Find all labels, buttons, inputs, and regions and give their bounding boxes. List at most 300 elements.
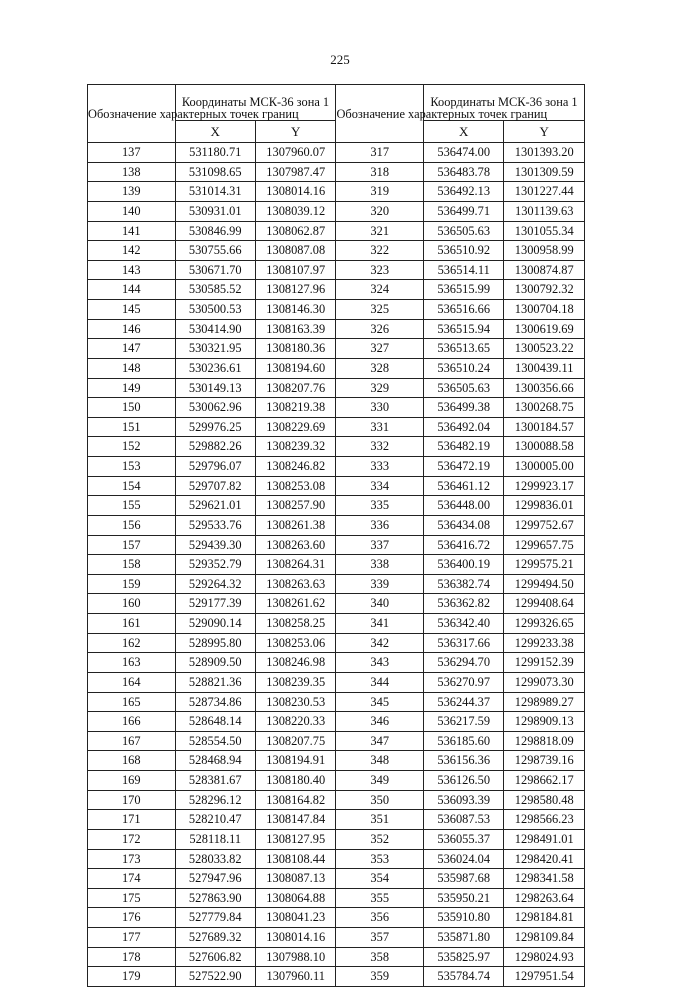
table-row [88,849,585,869]
x-left-cell: 527522.90 [175,967,255,987]
point-id-right-cell: 359 [336,967,424,987]
point-id-left-cell: 144 [88,280,176,300]
point-id-left-cell: 154 [88,476,176,496]
x-right-cell: 536510.24 [423,358,503,378]
x-right-cell: 536513.65 [423,339,503,359]
point-id-left-cell: 160 [88,594,176,614]
table-row [88,888,585,908]
x-left-cell: 527606.82 [175,947,255,967]
y-left-cell: 1308194.60 [255,358,335,378]
table-body [88,143,585,987]
y-left-cell: 1308207.75 [255,731,335,751]
x-left-cell: 530321.95 [175,339,255,359]
y-right-cell: 1301393.20 [504,143,585,163]
table-row [88,810,585,830]
y-header-right: Y [504,120,585,142]
y-left-cell: 1308087.08 [255,241,335,261]
table-row [88,653,585,673]
point-id-left-cell: 178 [88,947,176,967]
y-right-cell: 1300088.58 [504,437,585,457]
point-id-left-cell: 143 [88,260,176,280]
point-id-left-cell: 176 [88,908,176,928]
y-left-cell: 1308147.84 [255,810,335,830]
y-right-cell: 1299836.01 [504,496,585,516]
table-row [88,928,585,948]
x-left-cell: 527689.32 [175,928,255,948]
x-right-cell: 536434.08 [423,515,503,535]
x-header-left: X [175,120,255,142]
x-right-cell: 536382.74 [423,574,503,594]
x-left-cell: 530585.52 [175,280,255,300]
x-right-cell: 536244.37 [423,692,503,712]
point-id-left-cell: 149 [88,378,176,398]
point-id-right-cell: 354 [336,869,424,889]
point-id-right-cell: 349 [336,771,424,791]
x-left-cell: 529352.79 [175,555,255,575]
x-right-cell: 536087.53 [423,810,503,830]
point-id-right-cell: 324 [336,280,424,300]
x-right-cell: 536492.04 [423,417,503,437]
y-right-cell: 1299657.75 [504,535,585,555]
table-row [88,496,585,516]
y-left-cell: 1307988.10 [255,947,335,967]
y-left-cell: 1308041.23 [255,908,335,928]
point-id-left-cell: 165 [88,692,176,712]
point-id-right-cell: 332 [336,437,424,457]
x-left-cell: 528995.80 [175,633,255,653]
point-id-right-cell: 322 [336,241,424,261]
x-right-cell: 536516.66 [423,300,503,320]
table-row [88,790,585,810]
x-right-cell: 536093.39 [423,790,503,810]
y-left-cell: 1308257.90 [255,496,335,516]
x-right-cell: 535910.80 [423,908,503,928]
x-right-cell: 536362.82 [423,594,503,614]
y-right-cell: 1298566.23 [504,810,585,830]
x-right-cell: 536400.19 [423,555,503,575]
x-left-cell: 529621.01 [175,496,255,516]
point-label-header-left: Обозначение характерных точек границ [88,85,176,143]
point-id-right-cell: 333 [336,457,424,477]
point-id-right-cell: 335 [336,496,424,516]
x-left-cell: 529882.26 [175,437,255,457]
table-row [88,300,585,320]
y-left-cell: 1308164.82 [255,790,335,810]
x-left-cell: 531098.65 [175,162,255,182]
x-right-cell: 536515.94 [423,319,503,339]
point-id-left-cell: 162 [88,633,176,653]
y-left-cell: 1308207.76 [255,378,335,398]
x-right-cell: 536055.37 [423,829,503,849]
x-left-cell: 528554.50 [175,731,255,751]
point-id-left-cell: 153 [88,457,176,477]
table-row [88,221,585,241]
table-row [88,614,585,634]
point-id-right-cell: 334 [336,476,424,496]
point-id-right-cell: 328 [336,358,424,378]
x-right-cell: 535987.68 [423,869,503,889]
x-left-cell: 530414.90 [175,319,255,339]
table-row [88,201,585,221]
point-id-left-cell: 142 [88,241,176,261]
x-left-cell: 528118.11 [175,829,255,849]
point-id-left-cell: 147 [88,339,176,359]
x-right-cell: 536483.78 [423,162,503,182]
point-id-right-cell: 329 [336,378,424,398]
point-id-left-cell: 150 [88,398,176,418]
point-id-right-cell: 353 [336,849,424,869]
point-id-left-cell: 141 [88,221,176,241]
point-id-right-cell: 326 [336,319,424,339]
table-row [88,908,585,928]
table-row [88,771,585,791]
x-right-cell: 535784.74 [423,967,503,987]
point-id-left-cell: 155 [88,496,176,516]
point-id-left-cell: 159 [88,574,176,594]
table-row [88,751,585,771]
point-id-left-cell: 177 [88,928,176,948]
point-id-left-cell: 174 [88,869,176,889]
x-left-cell: 528734.86 [175,692,255,712]
table-row [88,457,585,477]
x-left-cell: 530755.66 [175,241,255,261]
y-right-cell: 1301055.34 [504,221,585,241]
y-left-cell: 1308180.36 [255,339,335,359]
point-id-right-cell: 347 [336,731,424,751]
table-row [88,417,585,437]
y-left-cell: 1308246.98 [255,653,335,673]
y-left-cell: 1308062.87 [255,221,335,241]
x-left-cell: 528381.67 [175,771,255,791]
x-right-cell: 536505.63 [423,378,503,398]
point-id-right-cell: 355 [336,888,424,908]
point-id-right-cell: 320 [336,201,424,221]
x-right-cell: 536126.50 [423,771,503,791]
table-row [88,398,585,418]
y-left-cell: 1308261.38 [255,515,335,535]
table-row [88,633,585,653]
y-left-cell: 1308107.97 [255,260,335,280]
x-right-cell: 536461.12 [423,476,503,496]
x-left-cell: 529707.82 [175,476,255,496]
point-id-left-cell: 156 [88,515,176,535]
table-row [88,515,585,535]
x-right-cell: 536185.60 [423,731,503,751]
table-row [88,339,585,359]
point-id-right-cell: 331 [336,417,424,437]
point-id-left-cell: 158 [88,555,176,575]
table-row [88,535,585,555]
point-id-right-cell: 344 [336,672,424,692]
y-right-cell: 1299752.67 [504,515,585,535]
point-id-right-cell: 339 [336,574,424,594]
point-id-right-cell: 340 [336,594,424,614]
table-row [88,692,585,712]
y-right-cell: 1298909.13 [504,712,585,732]
x-left-cell: 528033.82 [175,849,255,869]
point-id-left-cell: 148 [88,358,176,378]
x-right-cell: 536510.92 [423,241,503,261]
x-left-cell: 530846.99 [175,221,255,241]
table-row [88,476,585,496]
point-id-left-cell: 164 [88,672,176,692]
x-right-cell: 536505.63 [423,221,503,241]
y-right-cell: 1299408.64 [504,594,585,614]
y-right-cell: 1298580.48 [504,790,585,810]
y-right-cell: 1298109.84 [504,928,585,948]
x-right-cell: 536514.11 [423,260,503,280]
x-left-cell: 531180.71 [175,143,255,163]
x-header-right: X [423,120,503,142]
x-left-cell: 529796.07 [175,457,255,477]
x-right-cell: 536156.36 [423,751,503,771]
table-row [88,319,585,339]
y-left-cell: 1308039.12 [255,201,335,221]
x-left-cell: 531014.31 [175,182,255,202]
y-left-cell: 1308263.60 [255,535,335,555]
point-id-left-cell: 168 [88,751,176,771]
point-id-left-cell: 179 [88,967,176,987]
point-id-right-cell: 319 [336,182,424,202]
x-right-cell: 535825.97 [423,947,503,967]
x-left-cell: 527779.84 [175,908,255,928]
x-left-cell: 529090.14 [175,614,255,634]
point-id-left-cell: 169 [88,771,176,791]
point-id-right-cell: 352 [336,829,424,849]
x-right-cell: 536270.97 [423,672,503,692]
y-left-cell: 1308220.33 [255,712,335,732]
y-right-cell: 1301227.44 [504,182,585,202]
point-id-right-cell: 342 [336,633,424,653]
x-right-cell: 536024.04 [423,849,503,869]
y-left-cell: 1307960.07 [255,143,335,163]
y-right-cell: 1298989.27 [504,692,585,712]
point-id-left-cell: 175 [88,888,176,908]
point-id-right-cell: 341 [336,614,424,634]
x-left-cell: 530149.13 [175,378,255,398]
x-right-cell: 536474.00 [423,143,503,163]
table-row [88,437,585,457]
y-right-cell: 1297951.54 [504,967,585,987]
x-left-cell: 528296.12 [175,790,255,810]
y-left-cell: 1307960.11 [255,967,335,987]
point-id-left-cell: 163 [88,653,176,673]
y-left-cell: 1308087.13 [255,869,335,889]
x-right-cell: 536317.66 [423,633,503,653]
point-id-left-cell: 139 [88,182,176,202]
y-right-cell: 1298420.41 [504,849,585,869]
y-left-cell: 1308239.32 [255,437,335,457]
x-right-cell: 536416.72 [423,535,503,555]
y-right-cell: 1299233.38 [504,633,585,653]
table-row [88,967,585,987]
table-row [88,260,585,280]
x-left-cell: 529533.76 [175,515,255,535]
x-left-cell: 530931.01 [175,201,255,221]
x-left-cell: 530500.53 [175,300,255,320]
point-id-right-cell: 348 [336,751,424,771]
y-right-cell: 1298341.58 [504,869,585,889]
y-left-cell: 1308246.82 [255,457,335,477]
x-right-cell: 535950.21 [423,888,503,908]
x-left-cell: 529264.32 [175,574,255,594]
y-right-cell: 1300874.87 [504,260,585,280]
point-id-left-cell: 170 [88,790,176,810]
y-right-cell: 1300184.57 [504,417,585,437]
y-right-cell: 1299575.21 [504,555,585,575]
table-row [88,712,585,732]
x-left-cell: 528648.14 [175,712,255,732]
y-left-cell: 1308127.95 [255,829,335,849]
table-row [88,358,585,378]
y-right-cell: 1300958.99 [504,241,585,261]
y-right-cell: 1300268.75 [504,398,585,418]
point-id-right-cell: 358 [336,947,424,967]
y-right-cell: 1298491.01 [504,829,585,849]
x-right-cell: 536342.40 [423,614,503,634]
y-left-cell: 1308014.16 [255,182,335,202]
x-right-cell: 536482.19 [423,437,503,457]
point-id-right-cell: 336 [336,515,424,535]
y-left-cell: 1308146.30 [255,300,335,320]
y-right-cell: 1298818.09 [504,731,585,751]
point-id-right-cell: 318 [336,162,424,182]
x-right-cell: 536515.99 [423,280,503,300]
y-right-cell: 1300523.22 [504,339,585,359]
table-row [88,731,585,751]
point-id-right-cell: 345 [336,692,424,712]
y-left-cell: 1308108.44 [255,849,335,869]
point-id-left-cell: 172 [88,829,176,849]
table-row [88,241,585,261]
x-left-cell: 530236.61 [175,358,255,378]
table-row [88,555,585,575]
y-right-cell: 1299073.30 [504,672,585,692]
y-left-cell: 1308264.31 [255,555,335,575]
y-right-cell: 1300792.32 [504,280,585,300]
point-id-left-cell: 173 [88,849,176,869]
x-left-cell: 528821.36 [175,672,255,692]
point-id-right-cell: 343 [336,653,424,673]
y-left-cell: 1308180.40 [255,771,335,791]
y-left-cell: 1308253.08 [255,476,335,496]
x-left-cell: 530062.96 [175,398,255,418]
y-right-cell: 1300005.00 [504,457,585,477]
point-id-left-cell: 157 [88,535,176,555]
y-right-cell: 1300704.18 [504,300,585,320]
y-left-cell: 1307987.47 [255,162,335,182]
x-left-cell: 529439.30 [175,535,255,555]
y-right-cell: 1298662.17 [504,771,585,791]
y-left-cell: 1308229.69 [255,417,335,437]
point-id-left-cell: 137 [88,143,176,163]
y-left-cell: 1308163.39 [255,319,335,339]
table-row [88,574,585,594]
y-left-cell: 1308194.91 [255,751,335,771]
x-left-cell: 528909.50 [175,653,255,673]
x-left-cell: 528468.94 [175,751,255,771]
point-id-right-cell: 350 [336,790,424,810]
table-row [88,672,585,692]
x-right-cell: 536499.71 [423,201,503,221]
y-right-cell: 1298739.16 [504,751,585,771]
table-row [88,829,585,849]
point-id-right-cell: 321 [336,221,424,241]
y-right-cell: 1299152.39 [504,653,585,673]
point-id-right-cell: 337 [336,535,424,555]
table-row [88,947,585,967]
y-left-cell: 1308014.16 [255,928,335,948]
y-left-cell: 1308064.88 [255,888,335,908]
point-label-header-right: Обозначение характерных точек границ [336,85,424,143]
table-row [88,869,585,889]
point-id-right-cell: 351 [336,810,424,830]
x-left-cell: 527863.90 [175,888,255,908]
coordinates-table [87,84,585,987]
point-id-right-cell: 323 [336,260,424,280]
coords-header-left: Координаты МСК-36 зона 1 [175,85,336,121]
point-id-right-cell: 338 [336,555,424,575]
y-left-cell: 1308261.62 [255,594,335,614]
table-row [88,280,585,300]
y-right-cell: 1301139.63 [504,201,585,221]
y-left-cell: 1308239.35 [255,672,335,692]
y-right-cell: 1300356.66 [504,378,585,398]
y-right-cell: 1299923.17 [504,476,585,496]
coords-header-right: Координаты МСК-36 зона 1 [423,85,584,121]
y-left-cell: 1308230.53 [255,692,335,712]
y-left-cell: 1308263.63 [255,574,335,594]
y-right-cell: 1298184.81 [504,908,585,928]
point-id-left-cell: 161 [88,614,176,634]
y-right-cell: 1299494.50 [504,574,585,594]
y-left-cell: 1308258.25 [255,614,335,634]
x-right-cell: 536294.70 [423,653,503,673]
x-left-cell: 529976.25 [175,417,255,437]
x-left-cell: 529177.39 [175,594,255,614]
x-right-cell: 536492.13 [423,182,503,202]
point-id-left-cell: 166 [88,712,176,732]
y-right-cell: 1300439.11 [504,358,585,378]
point-id-right-cell: 330 [336,398,424,418]
x-right-cell: 535871.80 [423,928,503,948]
table-row [88,594,585,614]
y-left-cell: 1308219.38 [255,398,335,418]
point-id-left-cell: 151 [88,417,176,437]
y-left-cell: 1308253.06 [255,633,335,653]
point-id-left-cell: 152 [88,437,176,457]
x-left-cell: 530671.70 [175,260,255,280]
table-row [88,182,585,202]
point-id-left-cell: 146 [88,319,176,339]
point-id-right-cell: 357 [336,928,424,948]
table-row [88,378,585,398]
point-id-left-cell: 167 [88,731,176,751]
point-id-left-cell: 140 [88,201,176,221]
x-left-cell: 528210.47 [175,810,255,830]
x-right-cell: 536472.19 [423,457,503,477]
point-id-right-cell: 325 [336,300,424,320]
y-right-cell: 1299326.65 [504,614,585,634]
y-right-cell: 1301309.59 [504,162,585,182]
point-id-left-cell: 145 [88,300,176,320]
y-right-cell: 1298263.64 [504,888,585,908]
point-id-left-cell: 171 [88,810,176,830]
point-id-right-cell: 346 [336,712,424,732]
table-row [88,143,585,163]
y-header-left: Y [255,120,335,142]
point-id-right-cell: 356 [336,908,424,928]
